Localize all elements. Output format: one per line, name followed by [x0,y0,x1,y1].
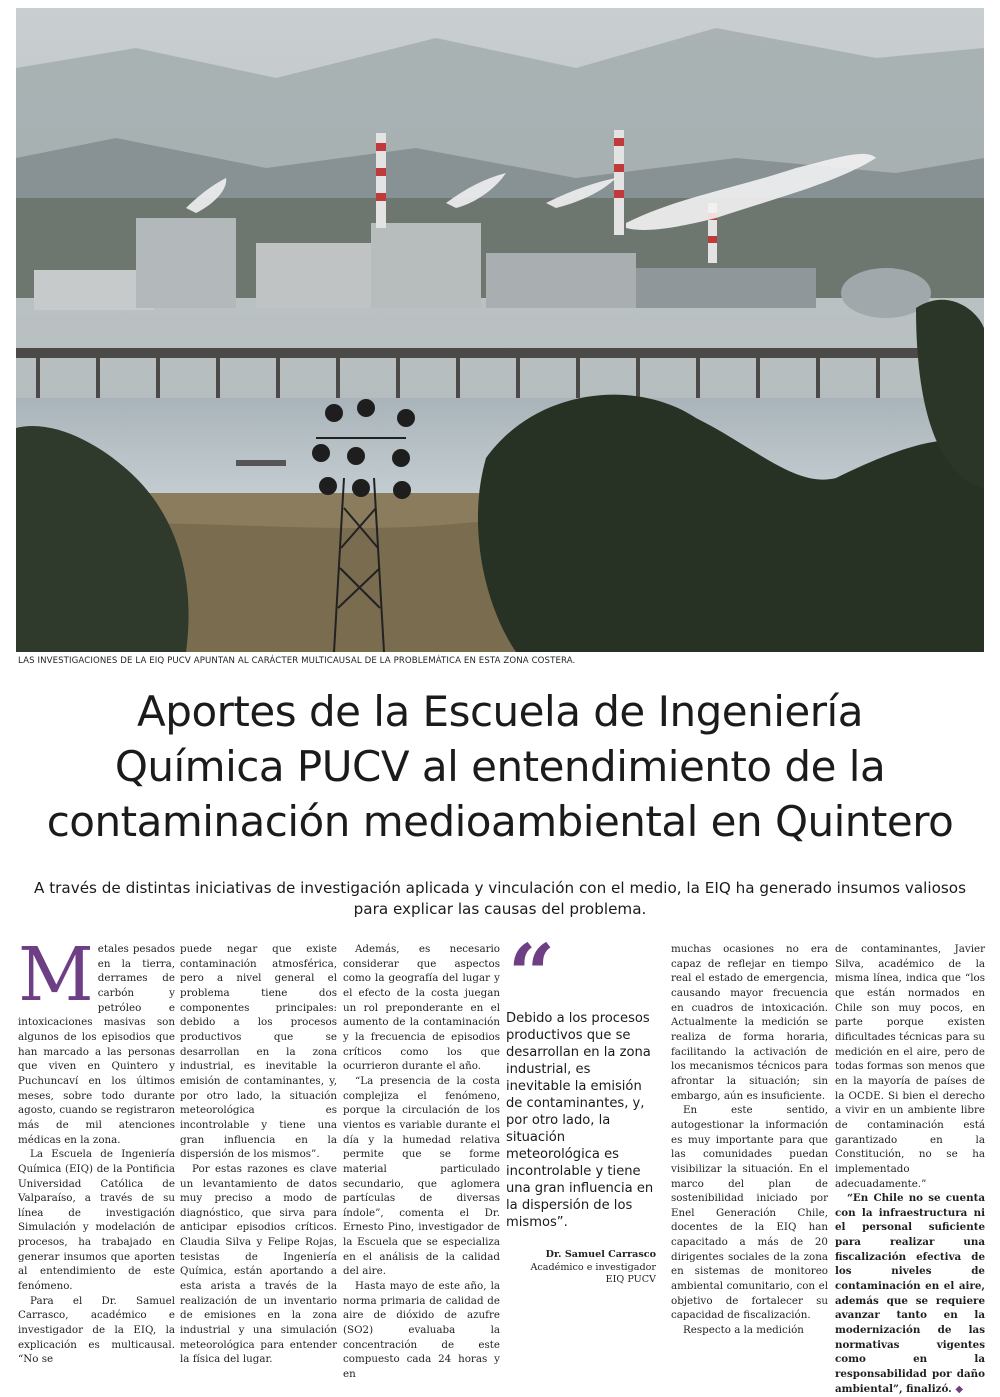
article-paragraph: “La presencia de la costa complejiza el fenómeno, porque la circulación de los vientos es variable durante el día y la humedad relativa permite que se forme material particulado secundario, que aglomera partículas de diversas índole”, comenta el Dr. Ernesto Pino, investigador de la Escuela que se especializa en el análisis de la calidad del aire. [343,1074,500,1278]
headline-line: Aportes de la Escuela de Ingeniería [137,687,863,736]
article-column-2 [180,942,337,1367]
article-column-1 [18,932,175,1367]
paragraph-text: etales pesados en la tierra, derrames de carbón y petróleo e intoxicaciones masivas son algunos de los episodios que han marcado a las personas que viven en Quintero y Puchuncaví en los últimos meses, sobre todo durante agosto, cuando se registraron más de mil atenciones médicas en la zona. [18,943,175,1146]
article-paragraph: de contaminantes, Javier Silva, académico de la misma línea, indica que “los que están normados en Chile son muy pocos, en parte porque existen dificultades técnicas para su medición en el aire, pero de todas formas son menos que en la mayoría de países de la OCDE. Si bien el derecho a vivir en un ambiente libre de contaminación está garantizado en la Constitución, no se ha implementado adecuadamente.” [835,943,985,1190]
article-paragraph: puede negar que existe contaminación atmosférica, pero a nivel general el problema tiene dos componentes principales: debido a los procesos productivos que se desarrollan en la zona industrial, es inevitable la emisión de contaminantes, y, por otro lado, la situación meteorológica es incontrolable y tiene una gran influencia en la dispersión de los mismos”. [180,943,337,1161]
quote-mark-icon: “ [508,927,556,1023]
headline-line: Química PUCV al entendimiento de la [114,742,886,791]
pull-quote-role: Académico e investigador [530,1261,656,1273]
headline-line: contaminación medioambiental en Quintero [46,797,954,846]
article-paragraph [18,932,175,1147]
paragraph-text: “En Chile no se cuenta con la infraestructura ni el personal suficiente para realizar una fiscalización efectiva de los niveles de contaminación en el aire, además que se requiere avanzar tanto en la modernización de las normativas vigentes como en la responsabilidad por daño ambiental”, finalizó. [835,1192,985,1395]
article-paragraph: Para el Dr. Samuel Carrasco, académico e investigador de la EIQ, la explicación es multicausal. “No se [18,1294,175,1366]
pull-quote-attribution [506,1249,656,1287]
article-paragraph: En este sentido, autogestionar la información es muy importante para que las comunidades puedan visibilizar la situación. En el marco del plan de sostenibilidad iniciado por Enel Generación Chile, docentes de la EIQ han capacitado a más de 20 dirigentes sociales de la zona en sistemas de monitoreo ambiental comunitario, con el objetivo de fortalecer su capacidad de fiscalización. [671,1104,828,1322]
article-paragraph-bold [835,1191,985,1397]
dropcap: M [18,932,94,1018]
deck-line: A través de distintas iniciativas de investigación aplicada y vinculación con el medio, la EIQ ha generado insumos valiosos [34,879,966,897]
article-paragraph: Además, es necesario considerar que aspectos como la geografía del lugar y el efecto de la costa juegan un rol preponderante en el aumento de la contaminación y la frecuencia de episodios críticos como los que ocurrieron durante el año. [343,943,500,1073]
pull-quote-author: Dr. Samuel Carrasco [545,1249,656,1260]
photo-illustration [16,8,984,652]
article-paragraph: muchas ocasiones no era capaz de reflejar en tiempo real el estado de emergencia, causando mayor frecuencia en cuadros de intoxicación. Actualmente la medición se realiza de forma horaria, facilitando la activación de los mecanismos técnicos para afrontar la situación; sin embargo, aún es insuficiente. [671,943,828,1102]
headline [0,684,1000,849]
pull-quote-text: Debido a los procesos productivos que se desarrollan en la zona industrial, es inevitable la emisión de contaminantes, y, por otro lado, la situación meteorológica es incontrolable y tiene una gran influencia en la dispersión de los mismos”. [506,1011,654,1230]
pull-quote [506,927,656,1287]
end-mark-icon: ◆ [955,1383,964,1395]
pull-quote-org: EIQ PUCV [605,1274,656,1285]
article-column-3 [343,942,500,1382]
industrial-coast-photo [16,8,984,652]
article-column-5 [671,942,828,1338]
deck-line: para explicar las causas del problema. [353,900,647,918]
photo-caption: LAS INVESTIGACIONES DE LA EIQ PUCV APUNTAN AL CARÁCTER MULTICAUSAL DE LA PROBLEMÁTICA EN ESTA ZONA COSTERA. [18,656,576,666]
article-paragraph: Hasta mayo de este año, la norma primaria de calidad de aire de dióxido de azufre (SO2) evaluaba la concentración de este compuesto cada 24 horas y en [343,1280,500,1381]
deck [20,878,980,920]
article-paragraph: Respecto a la medición [683,1324,804,1337]
article-paragraph: La Escuela de Ingeniería Química (EIQ) de la Pontificia Universidad Católica de Valparaíso, a través de su línea de investigación Simulación y modelación de procesos, ha trabajado en generar insumos que aporten al entendimiento de este fenómeno. [18,1148,175,1293]
article-column-6 [835,942,985,1397]
article-paragraph: Por estas razones es clave un levantamiento de datos muy preciso a modo de diagnóstico, que sirva para anticipar episodios críticos. Claudia Silva y Felipe Rojas, tesistas de Ingeniería Química, están aportando a esta arista a través de la realización de un inventario de emisiones en la zona industrial y una simulación meteorológica para entender la física del lugar. [180,1162,337,1366]
